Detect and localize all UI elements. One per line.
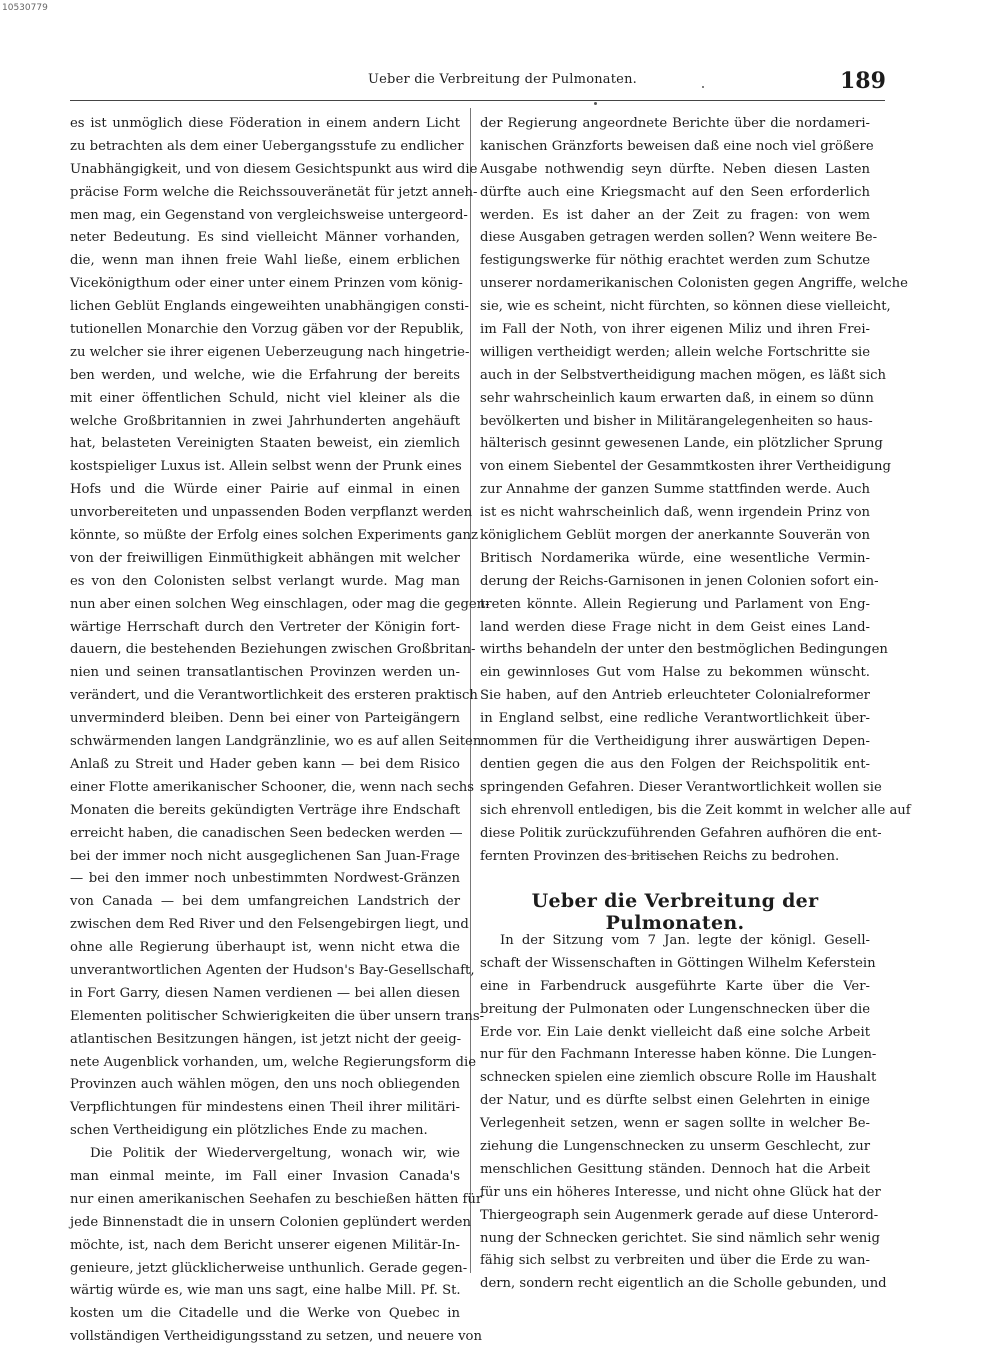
text-line: nung der Schnecken gerichtet. Sie sind nämlich sehr wenig <box>480 1230 880 1246</box>
ink-speck <box>594 102 597 105</box>
text-line: unvorbereiteten und unpassenden Boden verpflanzt werden <box>70 505 473 521</box>
text-line: nien und seinen transatlantischen Provinzen werden un- <box>70 665 460 681</box>
text-line: man einmal meinte, im Fall einer Invasion Canada's <box>70 1168 460 1184</box>
text-line: Provinzen auch wählen mögen, den uns noch obliegenden <box>70 1077 460 1093</box>
text-line: kosten um die Citadelle und die Werke von Quebec in <box>70 1306 460 1322</box>
text-line: im Fall der Noth, von ihrer eigenen Miliz und ihren Frei- <box>480 322 870 338</box>
text-line: menschlichen Gesittung ständen. Dennoch hat die Arbeit <box>480 1161 870 1177</box>
text-line: von der freiwilligen Einmüthigkeit abhängen mit welcher <box>70 550 460 566</box>
text-line: zwischen dem Red River und den Felsengebirgen liegt, und <box>70 917 469 933</box>
running-head: Ueber die Verbreitung der Pulmonaten. <box>368 72 637 87</box>
text-line: Monaten die bereits gekündigten Verträge ihre Endschaft <box>70 802 460 818</box>
text-line: diese Ausgaben getragen werden sollen? Wenn weitere Be- <box>480 230 878 246</box>
text-line: eine in Farbendruck ausgeführte Karte über die Ver- <box>480 978 870 994</box>
text-line: in Fort Garry, diesen Namen verdienen — bei allen diesen <box>70 985 460 1001</box>
text-line: genieure, jetzt glücklicherweise unthunlich. Gerade gegen- <box>70 1260 468 1276</box>
text-line: lichen Geblüt Englands eingeweihten unabhängigen consti- <box>70 299 469 315</box>
text-line: schaft der Wissenschaften in Göttingen Wilhelm Keferstein <box>480 955 876 971</box>
text-line: wärtige Herrschaft durch den Vertreter der Königin fort- <box>70 619 460 635</box>
text-line: Verlegenheit setzen, wenn er sagen sollte in welcher Be- <box>480 1116 870 1132</box>
text-line: bei der immer noch nicht ausgeglichenen San Juan-Frage <box>70 848 460 864</box>
text-line: ist es nicht wahrscheinlich daß, wenn irgendein Prinz von <box>480 505 870 521</box>
text-line: schnecken spielen eine ziemlich obscure Rolle im Haushalt <box>480 1070 877 1086</box>
text-line: der Regierung angeordnete Berichte über die nordameri- <box>480 116 870 131</box>
text-line: ben werden, und welche, wie die Erfahrung der bereits <box>70 367 460 383</box>
text-line: nur einen amerikanischen Seehafen zu beschießen hätten für <box>70 1191 483 1207</box>
text-line: unserer nordamerikanischen Colonisten gegen Angriffe, welche <box>480 276 908 292</box>
text-line: werden. Es ist daher an der Zeit zu fragen: von wem <box>480 207 870 223</box>
text-line: welche Großbritannien in zwei Jahrhunderten angehäuft <box>70 413 460 429</box>
text-line: es ist unmöglich diese Föderation in einem andern Licht <box>70 116 460 131</box>
text-line: sehr wahrscheinlich kaum erwarten daß, in einem so dünn <box>480 390 874 406</box>
text-line: Hofs und die Würde einer Pairie auf einmal in einen <box>70 482 460 498</box>
ink-speck <box>702 86 704 88</box>
text-line: tutionellen Monarchie den Vorzug gäben vor der Republik, <box>70 322 464 338</box>
text-line: von Canada — bei dem umfangreichen Landstrich der <box>70 894 460 910</box>
text-line: könnte, so müßte der Erfolg eines solchen Experiments ganz <box>70 528 478 544</box>
text-line: kostspieliger Luxus ist. Allein selbst wenn der Prunk eines <box>70 459 462 475</box>
text-line: Verpflichtungen für mindestens einen Theil ihrer militäri- <box>70 1100 460 1116</box>
text-line: mit einer öffentlichen Schuld, nicht viel kleiner als die <box>70 390 460 406</box>
text-line: sie, wie es scheint, nicht fürchten, so können diese vielleicht, <box>480 299 891 315</box>
text-line: es von den Colonisten selbst verlangt wurde. Mag man <box>70 573 460 589</box>
text-line: dern, sondern recht eigentlich an die Scholle gebunden, und <box>480 1276 887 1292</box>
text-line: wirths behandeln der unter den bestmöglichen Bedingungen <box>480 642 888 658</box>
text-line: schwärmenden langen Landgränzlinie, wo es auf allen Seiten <box>70 734 482 750</box>
text-line: dentien gegen die aus den Folgen der Reichspolitik ent- <box>480 756 870 772</box>
text-line: kanischen Gränzforts beweisen daß eine noch viel größere <box>480 138 874 154</box>
right-column <box>480 113 911 868</box>
text-line: verändert, und die Verantwortlichkeit des ersteren praktisch <box>70 688 478 704</box>
text-line: sich ehrenvoll entledigen, bis die Zeit kommt in welcher alle auf <box>480 802 911 818</box>
text-line: fähig sich selbst zu verbreiten und über die Erde zu wan- <box>480 1253 870 1269</box>
text-line: neter Bedeutung. Es sind vielleicht Männer vorhanden, <box>70 230 460 246</box>
text-line: zu betrachten als dem einer Uebergangsstufe zu endlicher <box>70 138 464 154</box>
text-line: Thiergeograph sein Augenmerk gerade auf diese Unterord- <box>480 1207 879 1223</box>
text-line: Erde vor. Ein Laie denkt vielleicht daß eine solche Arbeit <box>480 1024 870 1040</box>
text-line: königlichem Geblüt morgen der anerkannte Souverän von <box>480 528 870 544</box>
text-line: Elementen politischer Schwierigkeiten die über unsern trans- <box>70 1008 485 1024</box>
left-column <box>70 113 490 1349</box>
text-line: dürfte auch eine Kriegsmacht auf den Seen erforderlich <box>480 184 870 200</box>
text-line: unverantwortlichen Agenten der Hudson's Bay-Gesellschaft, <box>70 962 475 978</box>
text-line: breitung der Pulmonaten oder Lungenschnecken über die <box>480 1001 870 1017</box>
text-line: dauern, die bestehenden Beziehungen zwischen Großbritan- <box>70 642 476 658</box>
article-heading: Ueber die Verbreitung der Pulmonaten. <box>531 890 819 934</box>
text-line: atlantischen Besitzungen hängen, ist jetzt nicht der geeig- <box>70 1031 462 1047</box>
text-line: hälterisch gesinnt gewesenen Lande, ein plötzlicher Sprung <box>480 436 883 452</box>
text-line: der Natur, und es dürfte selbst einen Gelehrten in einige <box>480 1093 870 1109</box>
text-line: nommen für die Vertheidigung ihrer auswärtigen Depen- <box>480 734 870 750</box>
text-line: derung der Reichs-Garnisonen in jenen Colonien sofort ein- <box>480 573 879 589</box>
text-line: von einem Siebentel der Gesammtkosten ihrer Vertheidigung <box>480 459 891 475</box>
text-line: Vicekönigthum oder einer unter einem Prinzen vom könig- <box>70 276 463 292</box>
text-line: zur Annahme der ganzen Summe stattfinden werde. Auch <box>480 482 870 498</box>
text-line: nur für den Fachmann Interesse haben könne. Die Lungen- <box>480 1047 877 1063</box>
text-line: willigen vertheidigt werden; allein welche Fortschritte sie <box>480 344 870 360</box>
page-number: 189 <box>840 68 886 94</box>
section-separator <box>627 855 693 856</box>
header-rule <box>70 100 885 101</box>
text-line: nete Augenblick vorhanden, um, welche Regierungsform die <box>70 1054 477 1070</box>
text-line: präcise Form welche die Reichssouveränetät für jetzt anneh- <box>70 184 478 200</box>
text-line: Britisch Nordamerika würde, eine wesentliche Vermin- <box>480 550 870 566</box>
text-line: zu welcher sie ihrer eigenen Ueberzeugung nach hingetrie- <box>70 344 470 360</box>
text-line: land werden diese Frage nicht in dem Geist eines Land- <box>480 619 870 635</box>
text-line: schen Vertheidigung ein plötzliches Ende zu machen. <box>70 1123 428 1139</box>
text-line: Die Politik der Wiedervergeltung, wonach wir, wie <box>90 1146 460 1162</box>
text-line: fernten Provinzen des britischen Reichs zu bedrohen. <box>480 848 840 864</box>
text-line: erreicht haben, die canadischen Seen bedecken werden — <box>70 825 463 841</box>
text-line: Unabhängigkeit, und von diesem Gesichtspunkt aus wird die <box>70 161 478 177</box>
text-line: springenden Gefahren. Dieser Verantwortlichkeit wollen sie <box>480 779 882 795</box>
text-line: Ausgabe nothwendig seyn dürfte. Neben diesen Lasten <box>480 161 870 177</box>
article-body <box>480 930 887 1296</box>
text-line: nun aber einen solchen Weg einschlagen, oder mag die gegen- <box>70 596 490 612</box>
text-line: auch in der Selbstvertheidigung machen mögen, es läßt sich <box>480 367 887 383</box>
text-line: diese Politik zurückzuführenden Gefahren aufhören die ent- <box>480 825 882 841</box>
text-line: bevölkerten und bisher in Militärangelegenheiten so haus- <box>480 413 873 429</box>
text-line: unverminderd bleiben. Denn bei einer von Parteigängern <box>70 711 460 727</box>
text-line: Sie haben, auf den Antrieb erleuchteter Colonialreformer <box>480 688 870 704</box>
text-line: men mag, ein Gegenstand von vergleichsweise untergeord- <box>70 207 468 223</box>
text-line: ziehung die Lungenschnecken zu unserm Geschlecht, zur <box>480 1139 870 1155</box>
text-line: ohne alle Regierung überhaupt ist, wenn nicht etwa die <box>70 940 460 956</box>
text-line: einer Flotte amerikanischer Schooner, die, wenn nach sechs <box>70 779 475 795</box>
text-line: in England selbst, eine redliche Verantwortlichkeit über- <box>480 711 870 727</box>
text-line: hat, belasteten Vereinigten Staaten beweist, ein ziemlich <box>70 436 460 452</box>
scan-id-stamp: 10530779 <box>2 3 48 13</box>
text-line: ein gewinnloses Gut vom Halse zu bekommen wünscht. <box>480 665 870 681</box>
text-line: die, wenn man ihnen freie Wahl ließe, einem erblichen <box>70 253 460 269</box>
text-line: jede Binnenstadt die in unsern Colonien geplündert werden <box>70 1214 471 1230</box>
text-line: festigungswerke für nöthig erachtet werden zum Schutze <box>480 253 870 269</box>
text-line: wärtig würde es, wie man uns sagt, eine halbe Mill. Pf. St. <box>70 1283 461 1299</box>
text-line: vollständigen Vertheidigungsstand zu setzen, und neuere von <box>70 1329 482 1345</box>
text-line: — bei den immer noch unbestimmten Nordwest-Gränzen <box>70 871 460 887</box>
text-line: In der Sitzung vom 7 Jan. legte der königl. Gesell- <box>500 933 870 948</box>
text-line: für uns ein höheres Interesse, und nicht ohne Glück hat der <box>480 1184 881 1200</box>
text-line: möchte, ist, nach dem Bericht unserer eigenen Militär-In- <box>70 1237 460 1253</box>
text-line: Anlaß zu Streit und Hader geben kann — bei dem Risico <box>70 756 460 772</box>
text-line: treten könnte. Allein Regierung und Parlament von Eng- <box>480 596 870 612</box>
